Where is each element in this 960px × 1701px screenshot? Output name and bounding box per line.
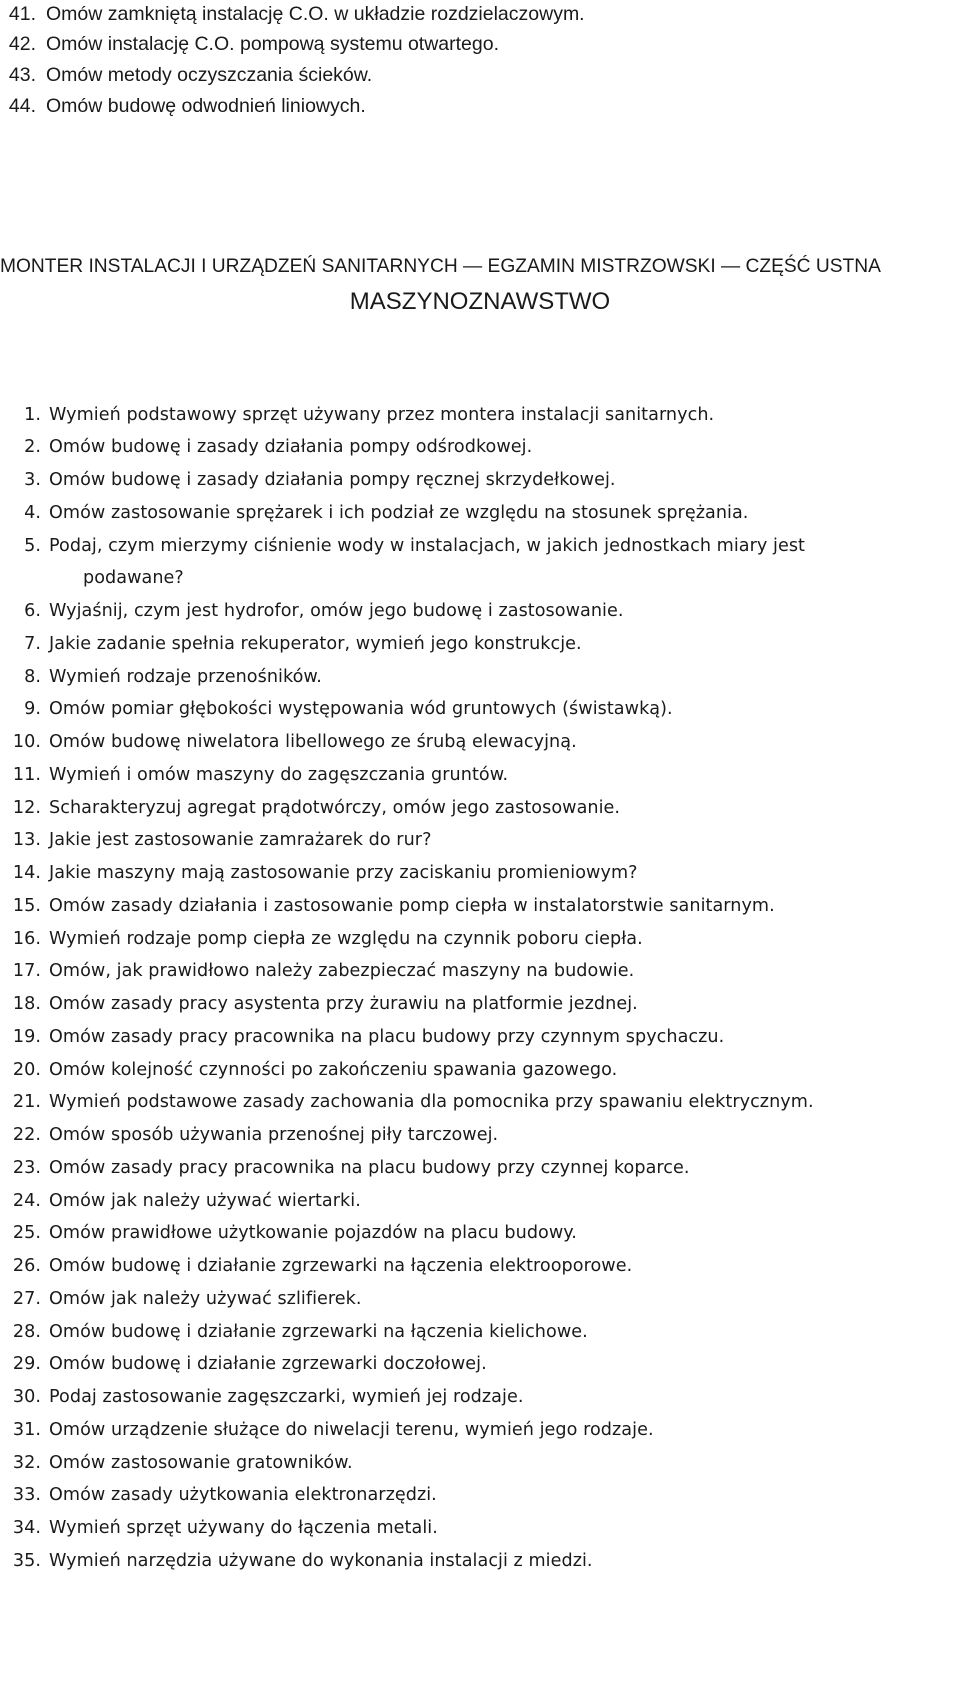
item-text: Omów budowę i zasady działania pompy odśrodkowej. (49, 437, 533, 457)
item-text: Omów budowę odwodnień liniowych. (46, 95, 366, 117)
list-item (0, 501, 748, 525)
item-number: 21. (12, 1092, 41, 1112)
item-text: Omów kolejność czynności po zakończeniu spawania gazowego. (49, 1060, 618, 1080)
list-item (0, 1418, 654, 1442)
list-item (0, 63, 372, 87)
item-number: 17. (12, 961, 41, 981)
item-text: Jakie maszyny mają zastosowanie przy zaciskaniu promieniowym? (49, 863, 638, 883)
item-text: Omów pomiar głębokości występowania wód gruntowych (świstawką). (49, 699, 673, 719)
list-item (0, 1451, 353, 1475)
item-number: 1. (24, 405, 41, 425)
list-item (0, 697, 673, 721)
item-text: Omów zasady pracy pracownika na placu budowy przy czynnym spychaczu. (49, 1027, 725, 1047)
item-number: 35. (12, 1551, 41, 1571)
list-item (0, 632, 582, 656)
section-title: MASZYNOZNAWSTWO (349, 288, 611, 315)
item-number: 41. (8, 3, 36, 25)
item-number: 28. (12, 1322, 41, 1342)
list-item (0, 992, 638, 1016)
list-item (0, 730, 577, 754)
item-number: 19. (12, 1027, 41, 1047)
list-item (0, 763, 508, 787)
item-text: Omów zastosowanie sprężarek i ich podział ze względu na stosunek sprężania. (49, 503, 749, 523)
item-number: 34. (12, 1518, 41, 1538)
item-number: 15. (12, 896, 41, 916)
item-number: 18. (12, 994, 41, 1014)
item-number: 44. (8, 95, 36, 117)
item-text: Podaj, czym mierzymy ciśnienie wody w instalacjach, w jakich jednostkach miary jest (49, 536, 806, 556)
list-item (0, 32, 499, 56)
item-text: Wymień i omów maszyny do zagęszczania gruntów. (49, 765, 509, 785)
list-item (0, 828, 431, 852)
item-text: Omów budowę i działanie zgrzewarki na łączenia elektrooporowe. (49, 1256, 633, 1276)
list-item (0, 959, 634, 983)
list-item (0, 1025, 724, 1049)
list-item (0, 1156, 690, 1180)
item-text: Omów budowę i działanie zgrzewarki doczołowej. (49, 1354, 487, 1374)
list-item (0, 1385, 523, 1409)
item-number: 6. (24, 601, 41, 621)
item-text: Jakie jest zastosowanie zamrażarek do rur? (49, 830, 432, 850)
page-heading: MONTER INSTALACJI I URZĄDZEŃ SANITARNYCH — EGZAMIN MISTRZOWSKI — CZĘŚĆ USTNA (0, 256, 881, 277)
list-item (0, 403, 714, 427)
item-number: 16. (12, 929, 41, 949)
item-number: 31. (12, 1420, 41, 1440)
list-item (0, 1320, 588, 1344)
item-number: 32. (12, 1453, 41, 1473)
list-item (0, 2, 585, 26)
item-text: Omów budowę i działanie zgrzewarki na łączenia kielichowe. (49, 1322, 588, 1342)
item-text: Jakie zadanie spełnia rekuperator, wymień jego konstrukcje. (49, 634, 582, 654)
list-item (0, 927, 643, 951)
item-number: 25. (12, 1223, 41, 1243)
item-text-continuation: podawane? (83, 568, 184, 588)
item-text: Wymień narzędzia używane do wykonania instalacji z miedzi. (49, 1551, 593, 1571)
item-text: Omów sposób używania przenośnej piły tarczowej. (49, 1125, 499, 1145)
item-text: Omów zasady pracy asystenta przy żurawiu na platformie jezdnej. (49, 994, 638, 1014)
list-item (0, 94, 366, 118)
item-text: Omów zasady działania i zastosowanie pomp ciepła w instalatorstwie sanitarnym. (49, 896, 775, 916)
list-item (0, 435, 532, 459)
item-number: 23. (12, 1158, 41, 1178)
list-item (0, 534, 805, 558)
list-item (0, 665, 322, 689)
item-text: Omów, jak prawidłowo należy zabezpieczać maszyny na budowie. (49, 961, 635, 981)
item-text: Podaj zastosowanie zagęszczarki, wymień jej rodzaje. (49, 1387, 524, 1407)
item-number: 20. (12, 1060, 41, 1080)
item-number: 29. (12, 1354, 41, 1374)
item-number: 26. (12, 1256, 41, 1276)
item-text: Omów zasady użytkowania elektronarzędzi. (49, 1485, 437, 1505)
item-text: Wymień rodzaje pomp ciepła ze względu na czynnik poboru ciepła. (49, 929, 643, 949)
list-item (0, 1189, 361, 1213)
item-text: Omów jak należy używać szlifierek. (49, 1289, 362, 1309)
item-text: Omów budowę i zasady działania pompy ręcznej skrzydełkowej. (49, 470, 616, 490)
item-number: 13. (12, 830, 41, 850)
list-item (0, 1058, 617, 1082)
item-number: 4. (24, 503, 41, 523)
item-number: 27. (12, 1289, 41, 1309)
item-number: 11. (12, 765, 41, 785)
item-text: Scharakteryzuj agregat prądotwórczy, omów jego zastosowanie. (49, 798, 621, 818)
list-item (0, 1254, 632, 1278)
list-item (0, 1090, 814, 1114)
item-number: 5. (24, 536, 41, 556)
item-text: Omów instalację C.O. pompową systemu otwartego. (46, 33, 500, 55)
item-text: Omów urządzenie służące do niwelacji terenu, wymień jego rodzaje. (49, 1420, 654, 1440)
item-text: Wymień sprzęt używany do łączenia metali. (49, 1518, 438, 1538)
list-item (0, 1287, 362, 1311)
item-text: Wyjaśnij, czym jest hydrofor, omów jego budowę i zastosowanie. (49, 601, 624, 621)
list-item (0, 1352, 487, 1376)
item-number: 2. (24, 437, 41, 457)
item-number: 30. (12, 1387, 41, 1407)
item-text: Wymień rodzaje przenośników. (49, 667, 322, 687)
item-text: Wymień podstawowe zasady zachowania dla pomocnika przy spawaniu elektrycznym. (49, 1092, 814, 1112)
list-item (0, 796, 620, 820)
item-text: Omów budowę niwelatora libellowego ze śrubą elewacyjną. (49, 732, 577, 752)
list-item (0, 468, 616, 492)
list-item (0, 894, 775, 918)
list-item (0, 1516, 438, 1540)
item-text: Omów zamkniętą instalację C.O. w układzie rozdzielaczowym. (46, 3, 585, 25)
list-item (0, 599, 624, 623)
item-text: Omów zasady pracy pracownika na placu budowy przy czynnej koparce. (49, 1158, 690, 1178)
item-number: 3. (24, 470, 41, 490)
list-item (0, 1123, 498, 1147)
item-number: 9. (24, 699, 41, 719)
item-number: 33. (12, 1485, 41, 1505)
item-number: 22. (12, 1125, 41, 1145)
item-text: Omów prawidłowe użytkowanie pojazdów na placu budowy. (49, 1223, 577, 1243)
list-item (0, 861, 638, 885)
item-text: Omów metody oczyszczania ścieków. (46, 64, 373, 86)
list-item (0, 1549, 593, 1573)
item-number: 14. (12, 863, 41, 883)
item-text: Wymień podstawowy sprzęt używany przez montera instalacji sanitarnych. (49, 405, 715, 425)
item-text: Omów jak należy używać wiertarki. (49, 1191, 361, 1211)
list-item-continuation (0, 566, 184, 590)
item-number: 12. (12, 798, 41, 818)
list-item (0, 1483, 437, 1507)
item-number: 43. (8, 64, 36, 86)
item-number: 8. (24, 667, 41, 687)
list-item (0, 1221, 577, 1245)
item-text: Omów zastosowanie gratowników. (49, 1453, 353, 1473)
item-number: 42. (8, 33, 36, 55)
item-number: 7. (24, 634, 41, 654)
item-number: 24. (12, 1191, 41, 1211)
item-number: 10. (12, 732, 41, 752)
